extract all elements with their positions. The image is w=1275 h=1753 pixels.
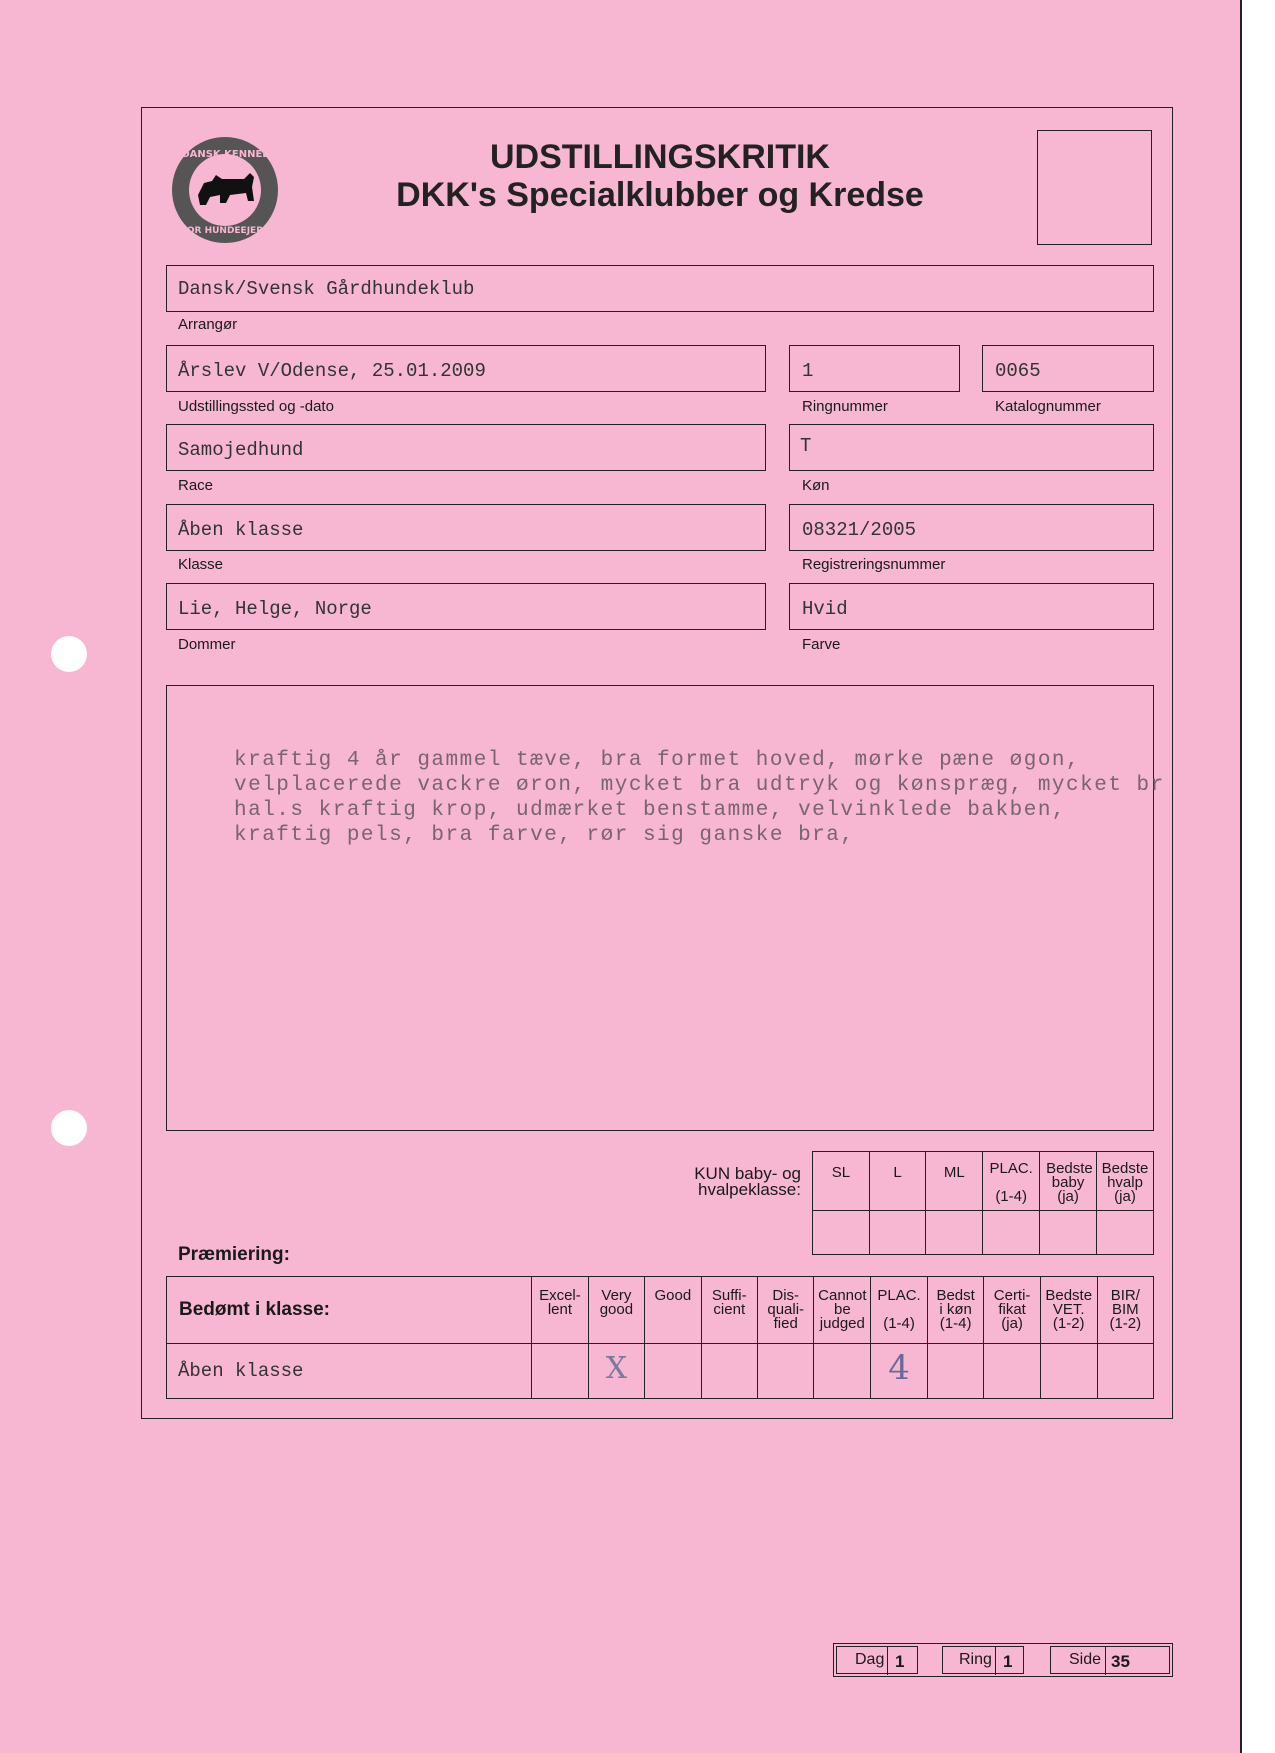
puppy-label-line: KUN baby- og (694, 1164, 801, 1183)
critique-line: kraftig 4 år gammel tæve, bra formet hoved, mørke pæne øgon, (234, 749, 1081, 772)
col-bir-bim: BIR/ BIM (1-2) (1097, 1277, 1153, 1344)
ringnummer-label: Ringnummer (802, 398, 888, 415)
premiering-grid (166, 1276, 1154, 1399)
col-bedste-vet: Bedste VET. (1-2) (1040, 1277, 1097, 1344)
col-sufficient: Suffi- cient (701, 1277, 757, 1344)
dkk-logo (170, 135, 280, 245)
puppy-col-label: Bedste baby (1046, 1160, 1093, 1191)
farve-label: Farve (802, 636, 841, 653)
puppy-cell[interactable] (926, 1211, 983, 1255)
puppy-col-sl (813, 1152, 870, 1211)
col-certifikat: Certi- fikat (ja) (984, 1277, 1040, 1344)
puppy-col-sub: (ja) (1114, 1188, 1136, 1205)
cell-bedste-vet[interactable] (1040, 1344, 1097, 1399)
side-divider (1105, 1647, 1106, 1675)
col-very-good: Very good (588, 1277, 644, 1344)
ring-value: 1 (1003, 1652, 1013, 1671)
sted-dato-value: Årslev V/Odense, 25.01.2009 (178, 360, 486, 382)
side-label: Side (1069, 1651, 1102, 1668)
scan-edge-line (1240, 0, 1242, 1753)
col-bedst-i-kon: Bedst i køn (1-4) (927, 1277, 984, 1344)
kon-label: Køn (802, 477, 830, 494)
puppy-col-sub: (1-4) (995, 1188, 1027, 1205)
punch-hole (51, 636, 87, 672)
critique-line: velplacerede vackre øron, mycket bra udtryk og kønspræg, mycket br (234, 774, 1165, 797)
cell-bedst-i-kon[interactable] (927, 1344, 984, 1399)
klasse-label: Klasse (178, 556, 224, 573)
side-value: 35 (1111, 1652, 1130, 1671)
footer-dag (836, 1646, 918, 1674)
arrangor-value: Dansk/Svensk Gårdhundeklub (178, 278, 475, 300)
scan-edge (1240, 0, 1275, 1753)
ringnummer-value: 1 (802, 360, 814, 382)
dag-value: 1 (895, 1652, 905, 1671)
punch-hole (51, 1110, 87, 1146)
puppy-class-label (680, 1166, 801, 1198)
puppy-col-l (869, 1152, 926, 1211)
cell-certifikat[interactable] (984, 1344, 1040, 1399)
cell-very-good[interactable] (588, 1344, 644, 1399)
cell-cannot-be-judged[interactable] (814, 1344, 871, 1399)
race-field[interactable] (166, 424, 766, 471)
cell-bir-bim[interactable] (1097, 1344, 1153, 1399)
form-title: UDSTILLINGSKRITIK (490, 138, 830, 176)
ring-label: Ring (959, 1651, 992, 1668)
puppy-col-label: SL (831, 1164, 851, 1181)
photo-box (1037, 130, 1152, 245)
farve-value: Hvid (802, 598, 848, 620)
klasse-field[interactable] (166, 504, 766, 551)
klasse-value: Åben klasse (178, 519, 304, 541)
col-disqualified: Dis- quali- fied (757, 1277, 813, 1344)
critique-text (234, 748, 1165, 848)
registreringsnummer-field[interactable] (789, 504, 1154, 551)
cell-sufficient[interactable] (701, 1344, 757, 1399)
puppy-col-label: ML (943, 1164, 965, 1181)
puppy-col-bedste-hvalp (1097, 1152, 1154, 1211)
col-good: Good (645, 1277, 701, 1344)
puppy-col-plac (983, 1152, 1040, 1211)
puppy-cell[interactable] (813, 1211, 870, 1255)
puppy-grid (812, 1151, 1154, 1255)
katalognummer-field[interactable] (982, 345, 1154, 392)
race-value: Samojedhund (178, 439, 304, 461)
cell-excellent[interactable] (532, 1344, 589, 1399)
puppy-col-label: L (893, 1164, 902, 1181)
puppy-cell[interactable] (983, 1211, 1040, 1255)
puppy-col-ml (926, 1152, 983, 1211)
footer-side (1050, 1646, 1170, 1674)
dommer-label: Dommer (178, 636, 236, 653)
dommer-field[interactable] (166, 583, 766, 630)
puppy-label-line: hvalpeklasse: (697, 1180, 801, 1199)
katalognummer-label: Katalognummer (995, 398, 1101, 415)
col-cannot-be-judged: Cannot be judged (814, 1277, 871, 1344)
svg-text:FOR HUNDEEJERE: FOR HUNDEEJERE (180, 226, 270, 236)
sted-dato-label: Udstillingssted og -dato (178, 398, 334, 415)
class-value: Åben klasse (178, 1359, 304, 1382)
cell-disqualified[interactable] (757, 1344, 813, 1399)
registreringsnummer-label: Registreringsnummer (802, 556, 946, 573)
kon-value: T (800, 435, 812, 457)
svg-text:DANSK KENNEL: DANSK KENNEL (181, 149, 269, 160)
katalognummer-value: 0065 (995, 360, 1041, 382)
ringnummer-field[interactable] (789, 345, 960, 392)
placement-value: 4 (888, 1347, 910, 1388)
puppy-cell[interactable] (1040, 1211, 1097, 1255)
dag-divider (887, 1647, 888, 1675)
form-subtitle: DKK's Specialklubber og Kredse (396, 176, 924, 214)
race-label: Race (178, 477, 214, 494)
arrangor-label: Arrangør (178, 316, 238, 333)
col-plac: PLAC. (1-4) (871, 1277, 928, 1344)
class-value-cell[interactable] (167, 1344, 532, 1399)
premiering-title: Præmiering: (178, 1244, 290, 1265)
puppy-col-sub: (ja) (1057, 1188, 1079, 1205)
cell-plac[interactable] (871, 1344, 928, 1399)
puppy-cell[interactable] (1097, 1211, 1154, 1255)
puppy-col-label: Bedste hvalp (1101, 1160, 1149, 1191)
arrangor-field[interactable] (166, 265, 1154, 312)
kon-field[interactable] (789, 424, 1154, 471)
registreringsnummer-value: 08321/2005 (802, 519, 917, 541)
ring-divider (995, 1647, 996, 1675)
puppy-col-label: PLAC. (989, 1160, 1033, 1177)
dommer-value: Lie, Helge, Norge (178, 598, 372, 620)
puppy-col-bedste-baby (1040, 1152, 1097, 1211)
sted-dato-field[interactable] (166, 345, 766, 392)
very-good-mark: X (605, 1350, 628, 1386)
farve-field[interactable] (789, 583, 1154, 630)
footer-ring (942, 1646, 1024, 1674)
premiering-row-header: Bedømt i klasse: (167, 1277, 532, 1344)
critique-line: kraftig pels, bra farve, rør sig ganske bra, (234, 824, 855, 847)
col-excellent: Excel- lent (532, 1277, 589, 1344)
puppy-cell[interactable] (869, 1211, 926, 1255)
cell-good[interactable] (645, 1344, 701, 1399)
critique-line: hal.s kraftig krop, udmærket benstamme, velvinklede bakben, (234, 799, 1067, 822)
dag-label: Dag (855, 1651, 885, 1668)
